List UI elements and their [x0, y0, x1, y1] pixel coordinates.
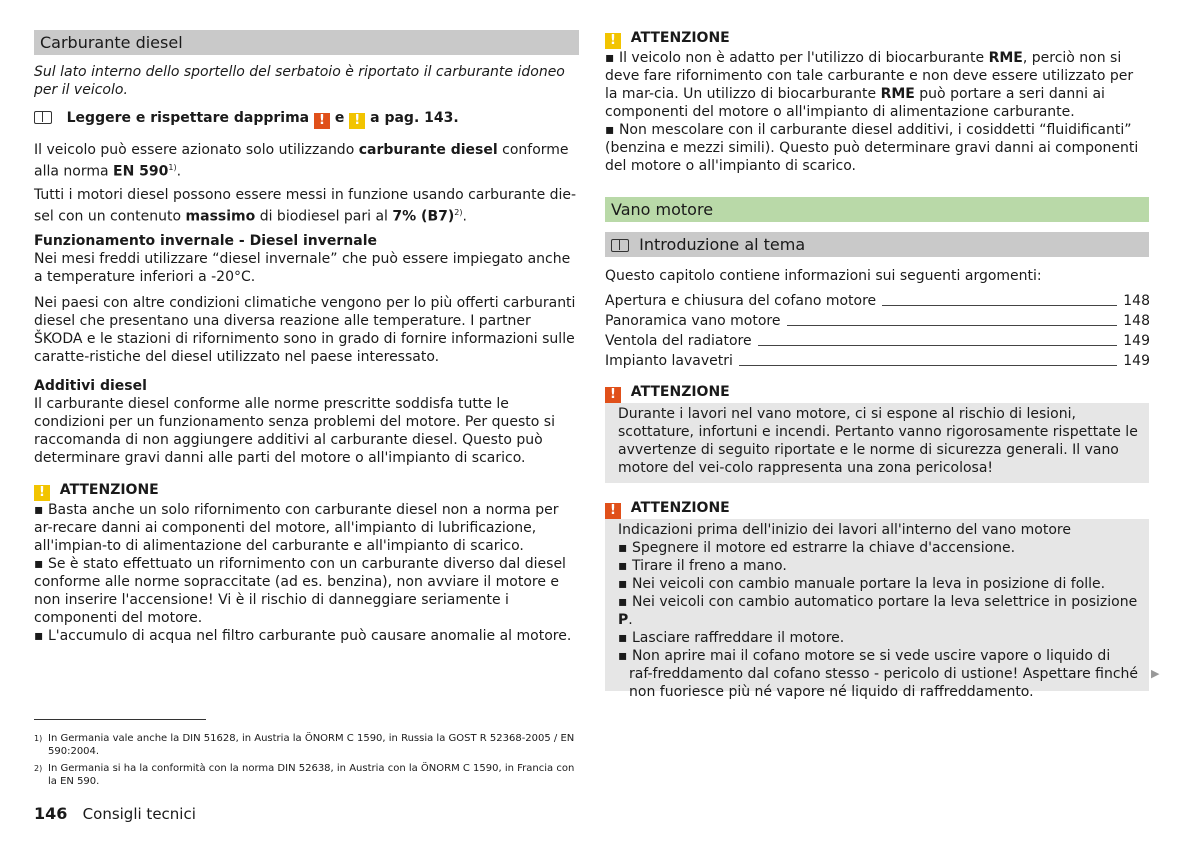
warning-item: ▪ Se è stato effettuato un rifornimento con un carburante diverso dal diesel conforme alle norme sopraccitate (ad es. benzina), non avviare il motore e non inserire l'accensione! Vi è il rischio di danneggiare seriamente i componenti del motore. — [34, 556, 566, 626]
warning-item: ▪ Non mescolare con il carburante diesel additivi, i cosiddetti “fluidificanti” (benzina e mezzi simili). Questo può determinare gravi danni ai componenti del motore o all'impianto di scarico. — [605, 122, 1139, 174]
next-page-arrow-icon[interactable]: ▶ — [1151, 667, 1160, 680]
chapter-title: Vano motore — [611, 200, 714, 219]
warning-left: ! ATTENZIONE ▪ Basta anche un solo rifornimento con carburante diesel non a norma per ar-recare danni ai componenti del motore, all'impianto di lubrificazione, all'impian-to di alimentazione del carburante e all'impianto di scarico. ▪ Se è stato effettuato un rifornimento con un carburante diverso dal diesel conforme alle norme sopraccitate (ad es. benzina), non avviare il motore e non inserire l'accensione! Vi è il rischio di danneggiare seriamente i componenti del motore. ▪ L'accumulo di acqua nel filtro carburante può causare anomalie al motore. — [34, 481, 579, 645]
warning-item: ▪ Basta anche un solo rifornimento con carburante diesel non a norma per ar-recare danni ai componenti del motore, all'impianto di lubrificazione, all'impian-to di alimentazione del carburante e all'impianto di scarico. — [34, 502, 559, 554]
warning-red-icon: ! — [605, 387, 621, 403]
book-icon — [611, 239, 629, 252]
warning-red-icon: ! — [605, 503, 621, 519]
footnote-1: 1) In Germania vale anche la DIN 51628, in Austria la ÖNORM C 1590, in Russia la GOST R 52368-2005 / EN 590:2004. — [34, 733, 575, 757]
warning-item: ▪ Il veicolo non è adatto per l'utilizzo di biocarburante RME, perciò non si deve fare rifornimento con tale carburante e non deve essere utilizzato per la mar-cia. Un utilizzo di biocarburante RME può portare a seri danni ai componenti del motore o all'impianto di alimentazione carburante. — [605, 50, 1134, 120]
paragraph-3: Nei paesi con altre condizioni climatiche vengono per lo più offerti carburanti diesel che presentano una diversa reazione alle temperature. I partner ŠKODA e le stazioni di rifornimento sono in grado di fornire informazioni sulle caratte-ristiche del diesel utilizzato nel paese interessato. — [34, 295, 576, 365]
warning-item: ▪ Spegnere il motore ed estrarre la chiave d'accensione. — [618, 540, 1016, 556]
warning-right-3-title: ! ATTENZIONE — [605, 499, 1150, 519]
warning-right-2 — [605, 403, 1149, 483]
read-first-note: Leggere e rispettare dapprima ! e ! a pag. 143. — [34, 109, 579, 129]
warning-right-1: ! ATTENZIONE ▪ Il veicolo non è adatto per l'utilizzo di biocarburante RME, perciò non si deve fare rifornimento con tale carburante e non deve essere utilizzato per la mar-cia. Un utilizzo di biocarburante RME può portare a seri danni ai componenti del motore o all'impianto di alimentazione carburante. ▪ Non mescolare con il carburante diesel additivi, i cosiddetti “fluidificanti” (benzina e mezzi simili). Questo può determinare gravi danni ai componenti del motore o all'impianto di scarico. — [605, 29, 1150, 175]
warning-item: ▪ L'accumulo di acqua nel filtro carburante può causare anomalie al motore. — [34, 628, 572, 644]
additives-heading: Additivi diesel — [34, 378, 147, 394]
section-title: Carburante diesel — [40, 33, 183, 52]
winter-text: Nei mesi freddi utilizzare “diesel invernale” che può essere impiegato anche a temperature inferiori a -20°C. — [34, 251, 571, 285]
toc-list — [605, 291, 1150, 373]
warning-text: Durante i lavori nel vano motore, ci si espone al rischio di lesioni, scottature, infortuni e incendi. Pertanto vanno rigorosamente rispettate le avvertenze di seguito riportate e le norme di sicurezza generali. Il vano motore del vei-colo rappresenta una zona pericolosa! — [618, 406, 1138, 476]
footnote-ref-1: 1) — [168, 163, 177, 172]
warning-lead: Indicazioni prima dell'inizio dei lavori all'interno del vano motore — [618, 522, 1071, 538]
paragraph-2: Tutti i motori diesel possono essere messi in funzione usando carburante die-sel con un contenuto massimo di biodiesel pari al 7% $(B7)^{2)}$. — [34, 187, 577, 225]
warning-item: ▪ Tirare il freno a mano. — [618, 558, 787, 574]
toc-item[interactable]: Panoramica vano motore 148 — [605, 313, 1150, 329]
toc-item[interactable]: Apertura e chiusura del cofano motore 148 — [605, 293, 1150, 309]
winter-heading: Funzionamento invernale - Diesel invernale — [34, 233, 377, 249]
warning-right-3 — [605, 519, 1149, 700]
section-title-bar — [34, 30, 579, 55]
page-footer — [34, 804, 196, 823]
intro-lead: Questo capitolo contiene informazioni sui seguenti argomenti: — [605, 268, 1042, 284]
footnotes — [34, 732, 579, 788]
intro-title: Introduzione al tema — [639, 235, 806, 254]
warning-item: ▪ Non aprire mai il cofano motore se si vede uscire vapore o liquido di raf-freddamento dal cofano stesso - pericolo di ustione! Aspettare finché non fuoriesce più né vapore né liquido di raffreddamento. — [618, 648, 1139, 700]
book-icon — [34, 111, 52, 124]
intro-title-bar — [605, 232, 1149, 257]
warning-right-2-title: ! ATTENZIONE — [605, 383, 1150, 403]
page-section: Consigli tecnici — [82, 805, 196, 823]
paragraph-1: Il veicolo può essere azionato solo utilizzando carburante diesel conforme alla norma EN 590$^{1)}$. — [34, 142, 569, 180]
footnote-ref-2: 2) — [454, 208, 463, 217]
warning-yellow-icon: ! — [34, 485, 50, 501]
footnote-divider — [34, 719, 206, 720]
warning-item: ▪ Nei veicoli con cambio automatico portare la leva selettrice in posizione P. — [618, 594, 1138, 628]
warning-red-icon: ! — [314, 113, 330, 129]
warning-yellow-icon: ! — [605, 33, 621, 49]
toc-item[interactable]: Ventola del radiatore 149 — [605, 333, 1150, 349]
chapter-title-bar — [605, 197, 1149, 222]
page-number: 146 — [34, 804, 68, 823]
footnote-2: 2) In Germania si ha la conformità con la norma DIN 52638, in Austria con la ÖNORM C 1590, in Francia con la EN 590. — [34, 763, 575, 787]
page-ref-link[interactable]: a pag. 143. — [370, 110, 459, 126]
warning-item: ▪ Lasciare raffreddare il motore. — [618, 630, 845, 646]
additives-text: Il carburante diesel conforme alle norme prescritte soddisfa tutte le condizioni per un funzionamento senza problemi del motore. Per questo si raccomanda di non aggiungere additivi al carburante diesel. Questo può determinare gravi danni alle parti del motore o all'impianto di scarico. — [34, 396, 555, 466]
warning-item: ▪ Nei veicoli con cambio manuale portare la leva in posizione di folle. — [618, 576, 1106, 592]
intro-text: Sul lato interno dello sportello del serbatoio è riportato il carburante idoneo per il veicolo. — [34, 64, 565, 98]
toc-item[interactable]: Impianto lavavetri 149 — [605, 353, 1150, 369]
warning-yellow-icon: ! — [349, 113, 365, 129]
